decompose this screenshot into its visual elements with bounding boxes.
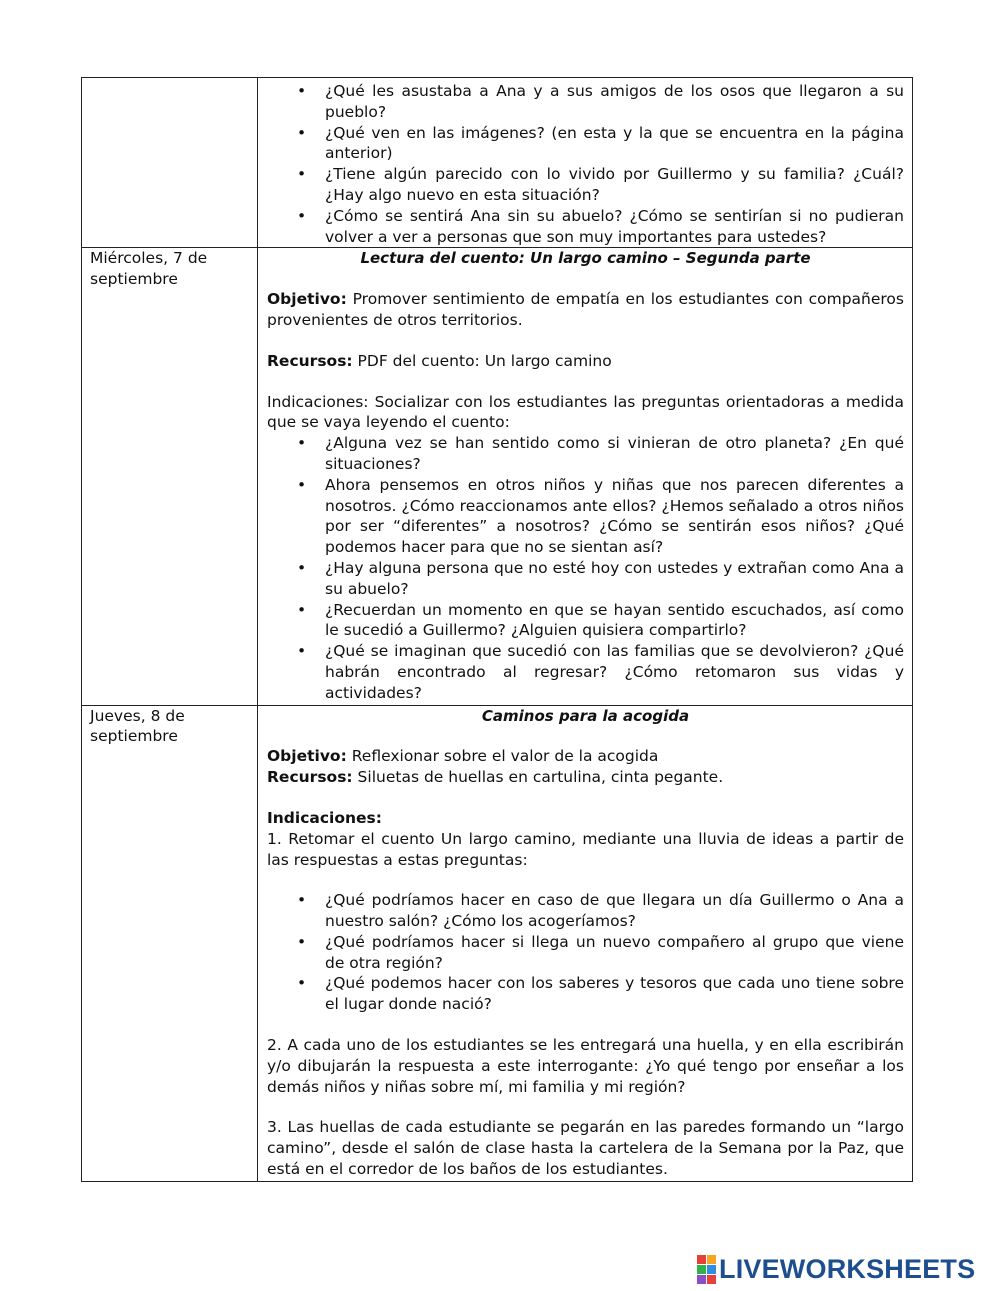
objective — [267, 289, 904, 331]
list-item: • ¿Qué podríamos hacer si llega un nuevo compañero al grupo que viene de otra región? — [325, 932, 904, 974]
question-list — [267, 81, 904, 247]
logo-block — [707, 1265, 716, 1274]
instructions-label: Indicaciones: — [267, 808, 382, 827]
objective-label: Objetivo: — [267, 747, 347, 766]
logo-block — [697, 1265, 706, 1274]
list-item: • ¿Qué podríamos hacer en caso de que llegara un día Guillermo o Ana a nuestro salón? ¿Cómo los acogeríamos? — [325, 890, 904, 932]
list-item: • ¿Qué podemos hacer con los saberes y tesoros que cada uno tiene sobre el lugar donde nació? — [325, 973, 904, 1015]
day-cell: Jueves, 8 de septiembre — [82, 705, 258, 1181]
logo-blocks-icon — [697, 1255, 716, 1284]
question-list — [267, 890, 904, 1015]
resources — [267, 767, 904, 788]
table-row-thursday — [82, 705, 913, 1181]
objective — [267, 746, 904, 767]
activity-title: Lectura del cuento: Un largo camino – Segunda parte — [360, 249, 811, 268]
table-row-continuation — [82, 78, 913, 248]
day-cell: Miércoles, 7 de septiembre — [82, 248, 258, 705]
table-row-wednesday — [82, 248, 913, 705]
content-cell — [258, 705, 913, 1181]
step-2: 2. A cada uno de los estudiantes se les entregará una huella, y en ella escribirán y/o dibujarán la respuesta a este interrogante: ¿Yo qué tengo por enseñar a los demás niños y niñas sobre mí, mi familia y mi región? — [267, 1036, 904, 1096]
question-list — [267, 433, 904, 703]
list-item: • ¿Qué les asustaba a Ana y a sus amigos de los osos que llegaron a su pueblo? — [325, 81, 904, 123]
liveworksheets-logo — [697, 1255, 975, 1283]
resources-text: Siluetas de huellas en cartulina, cinta pegante. — [352, 768, 724, 787]
list-item: • ¿Hay alguna persona que no esté hoy con ustedes y extrañan como Ana a su abuelo? — [325, 558, 904, 600]
activity-title: Caminos para la acogida — [481, 706, 690, 725]
logo-text: LIVEWORKSHEETS — [719, 1253, 976, 1284]
resources — [267, 351, 904, 372]
day-cell — [82, 78, 258, 248]
instructions: Indicaciones: Socializar con los estudiantes las preguntas orientadoras a medida que se vaya leyendo el cuento: — [267, 392, 904, 432]
resources-label: Recursos: — [267, 351, 353, 370]
logo-block — [697, 1275, 706, 1284]
list-item: • ¿Tiene algún parecido con lo vivido por Guillermo y su familia? ¿Cuál? ¿Hay algo nuevo en esta situación? — [325, 164, 904, 206]
objective-text: Reflexionar sobre el valor de la acogida — [346, 747, 659, 766]
list-item: • ¿Alguna vez se han sentido como si vinieran de otro planeta? ¿En qué situaciones? — [325, 433, 904, 475]
logo-block — [697, 1255, 706, 1264]
objective-text: Promover sentimiento de empatía en los estudiantes con compañeros provenientes de otros territorios. — [267, 290, 904, 329]
logo-block — [707, 1255, 716, 1264]
resources-label: Recursos: — [267, 768, 353, 787]
list-item: • ¿Recuerdan un momento en que se hayan sentido escuchados, así como le sucedió a Guillermo? ¿Alguien quisiera compartirlo? — [325, 600, 904, 642]
content-cell — [258, 78, 913, 248]
step-3: 3. Las huellas de cada estudiante se pegarán en las paredes formando un “largo camino”, desde el salón de clase hasta la cartelera de la Semana por la Paz, que está en el corredor de los baños de los estudiantes. — [267, 1118, 904, 1179]
content-cell — [258, 248, 913, 705]
logo-block — [707, 1275, 716, 1284]
objective-label: Objetivo: — [267, 290, 347, 309]
list-item: • ¿Cómo se sentirá Ana sin su abuelo? ¿Cómo se sentirían si no pudieran volver a ver a personas que son muy importantes para ustedes? — [325, 206, 904, 248]
lesson-plan-table — [81, 77, 913, 1182]
list-item: • Ahora pensemos en otros niños y niñas que nos parecen diferentes a nosotros. ¿Cómo reaccionamos ante ellos? ¿Hemos señalado a otros niños por ser “diferentes” a nosotros? ¿Cómo se sentirán esos niños? ¿Qué podemos hacer para que no se sientan así? — [325, 475, 904, 558]
resources-text: PDF del cuento: Un largo camino — [352, 351, 612, 370]
list-item: • ¿Qué se imaginan que sucedió con las familias que se devolvieron? ¿Qué habrán encontrado al regresar? ¿Cómo retomaron sus vidas y actividades? — [325, 641, 904, 703]
list-item: • ¿Qué ven en las imágenes? (en esta y la que se encuentra en la página anterior) — [325, 123, 904, 165]
step-1: 1. Retomar el cuento Un largo camino, mediante una lluvia de ideas a partir de las respuestas a estas preguntas: — [267, 829, 904, 869]
